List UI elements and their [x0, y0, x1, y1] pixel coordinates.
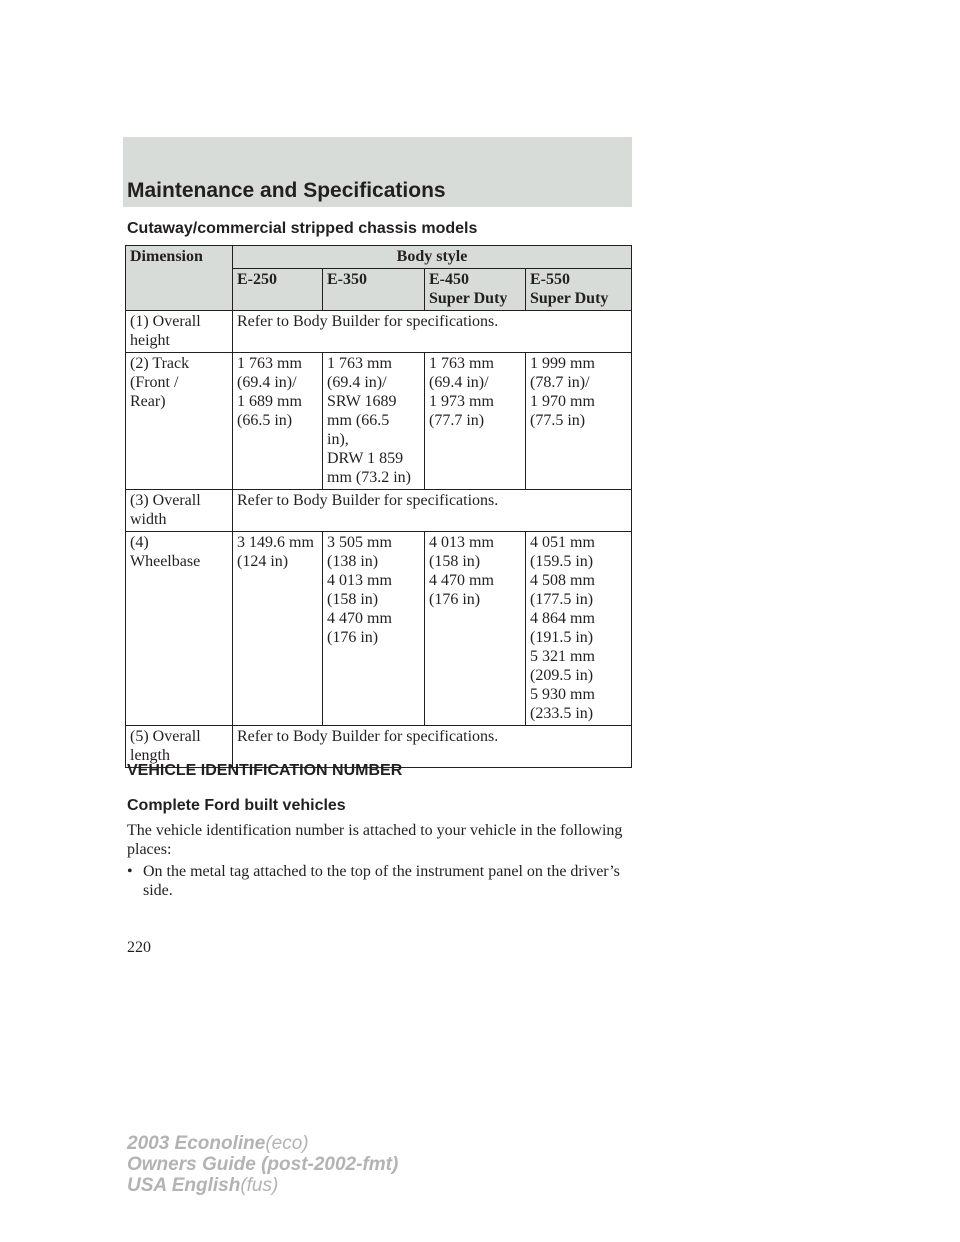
table-cell: 3 505 mm (138 in) 4 013 mm (158 in) 4 470 mm (176 in)	[323, 532, 425, 726]
vin-subheading: Complete Ford built vehicles	[127, 797, 346, 814]
table-row	[126, 490, 632, 532]
vin-paragraph: The vehicle identification number is attached to your vehicle in the following places:	[127, 822, 623, 858]
header-model-e450	[425, 269, 526, 311]
model-label: E-550 Super Duty	[530, 271, 609, 307]
section-header-band	[123, 137, 632, 207]
footer-line-3	[127, 1175, 398, 1196]
table-cell: 1 763 mm (69.4 in)/ SRW 1689 mm (66.5 in), DRW 1 859 mm (73.2 in)	[323, 353, 425, 490]
header-model-e350	[323, 269, 425, 311]
bullet-dot: •	[127, 863, 133, 880]
section-title: Maintenance and Specifications	[127, 179, 446, 202]
header-dimension: Dimension	[126, 246, 233, 311]
table-row	[126, 353, 632, 490]
footer-language: USA English	[127, 1175, 241, 1196]
footer-model-code: (eco)	[265, 1133, 309, 1154]
table-row	[126, 532, 632, 726]
table-cell: 1 763 mm (69.4 in)/ 1 689 mm (66.5 in)	[233, 353, 323, 490]
list-item	[127, 862, 627, 900]
row-label: (3) Overall width	[126, 490, 233, 532]
header-model-e250	[233, 269, 323, 311]
row-label: (5) Overall length	[126, 726, 233, 768]
model-label: E-450 Super Duty	[429, 271, 508, 307]
footer-model: 2003 Econoline	[127, 1133, 266, 1154]
footer-language-code: (fus)	[240, 1175, 279, 1196]
table-cell: 4 051 mm (159.5 in) 4 508 mm (177.5 in) 4 864 mm (191.5 in) 5 321 mm (209.5 in) 5 930 mm (233.5 in)	[526, 532, 632, 726]
row-label: (4) Wheelbase	[126, 532, 233, 726]
table-row	[126, 311, 632, 353]
row-span-text: Refer to Body Builder for specifications.	[233, 490, 632, 532]
row-span-text: Refer to Body Builder for specifications.	[233, 311, 632, 353]
dimensions-table	[125, 245, 632, 768]
row-span-text: Refer to Body Builder for specifications.	[233, 726, 632, 768]
table-cell: 3 149.6 mm (124 in)	[233, 532, 323, 726]
footer-line-1	[127, 1133, 398, 1154]
row-label: (2) Track (Front / Rear)	[126, 353, 233, 490]
footer-line-2: Owners Guide (post-2002-fmt)	[127, 1154, 399, 1175]
bullet-text: On the metal tag attached to the top of the instrument panel on the driver’s side.	[143, 863, 620, 899]
vin-heading: VEHICLE IDENTIFICATION NUMBER	[127, 762, 403, 779]
table-cell: 4 013 mm (158 in) 4 470 mm (176 in)	[425, 532, 526, 726]
table-header-row	[126, 246, 632, 269]
table-cell: 1 763 mm (69.4 in)/ 1 973 mm (77.7 in)	[425, 353, 526, 490]
header-body-style: Body style	[233, 246, 632, 269]
header-model-e550	[526, 269, 632, 311]
row-label: (1) Overall height	[126, 311, 233, 353]
page-number: 220	[127, 939, 151, 956]
model-label: E-350	[327, 271, 367, 288]
document-footer	[127, 1133, 398, 1196]
table-subtitle: Cutaway/commercial stripped chassis models	[127, 220, 478, 237]
table-cell: 1 999 mm (78.7 in)/ 1 970 mm (77.5 in)	[526, 353, 632, 490]
model-label: E-250	[237, 271, 277, 288]
